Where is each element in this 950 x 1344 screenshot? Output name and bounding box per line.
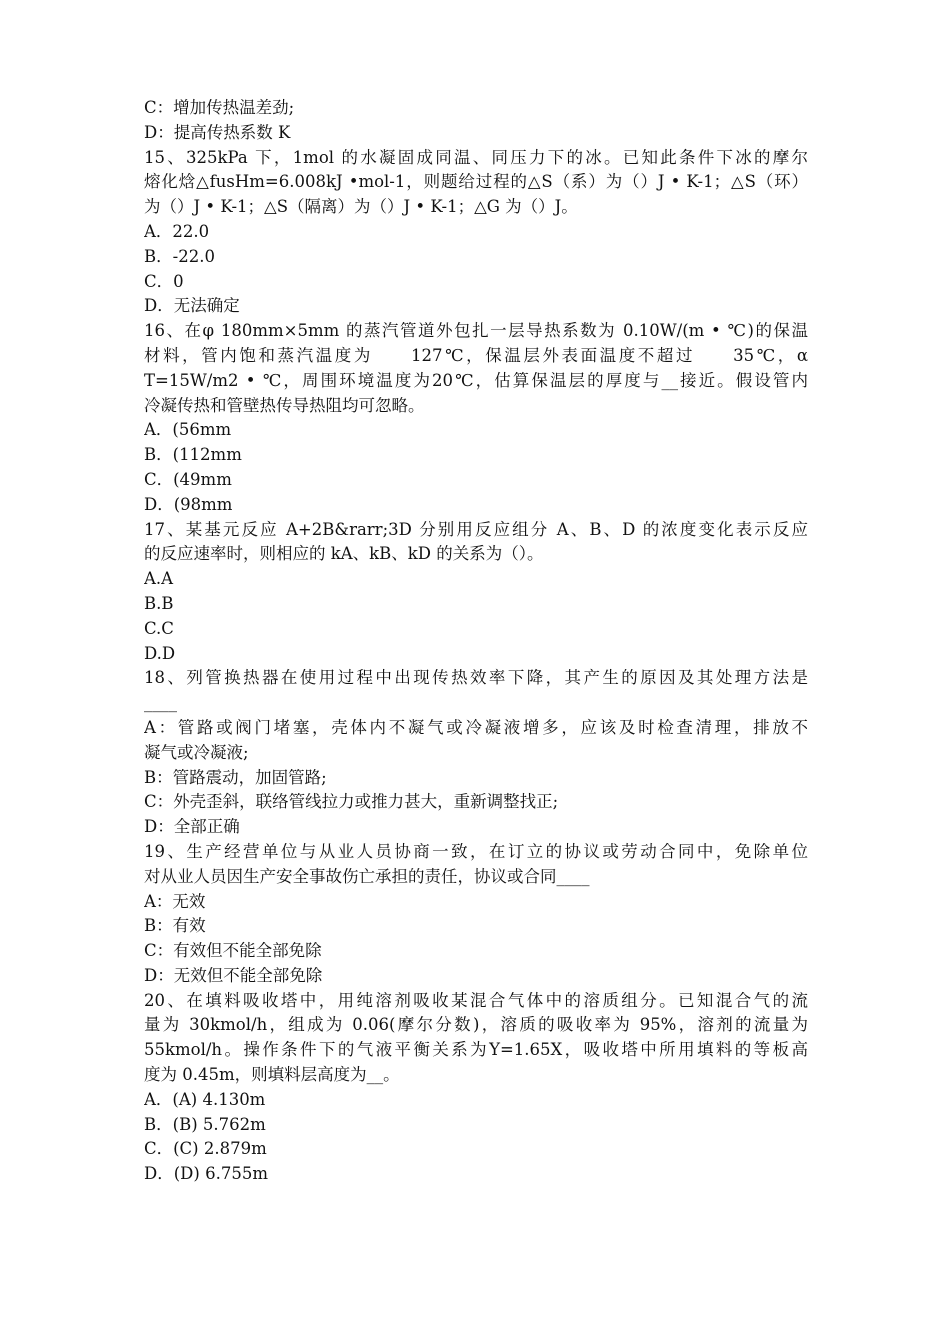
question-18-option-a-line-2: 凝气或冷凝液; — [144, 742, 249, 762]
question-20-option-a: A．(A) 4.130m — [144, 1089, 266, 1109]
question-18-stem-line-1: 18、列管换热器在使用过程中出现传热效率下降，其产生的原因及其处理方法是 — [144, 668, 808, 688]
question-17-stem-line-2: 的反应速率时，则相应的 kA、kB、kD 的关系为（）。 — [144, 544, 544, 564]
question-18-option-c: C：外壳歪斜，联络管线拉力或推力甚大，重新调整找正; — [144, 792, 559, 812]
question-20-option-d: D．(D) 6.755m — [144, 1164, 268, 1184]
question-19-option-b: B：有效 — [144, 916, 206, 936]
question-20-option-c: C．(C) 2.879m — [144, 1139, 267, 1159]
question-18 — [144, 666, 808, 840]
question-20-option-b: B．(B) 5.762m — [144, 1114, 266, 1134]
question-16-stem-line-1: 16、在φ 180mm×5mm 的蒸汽管道外包扎一层导热系数为 0.10W/(m • ℃)的保温 — [144, 321, 808, 341]
prev-option-d: D：提高传热系数 K — [144, 122, 291, 142]
question-19-stem-line-1: 19、生产经营单位与从业人员协商一致，在订立的协议或劳动合同中，免除单位 — [144, 841, 808, 861]
question-16-option-c: C．(49mm — [144, 469, 232, 489]
question-17-option-b: B.B — [144, 593, 174, 613]
question-17 — [144, 518, 808, 667]
question-17-option-d: D.D — [144, 643, 176, 663]
question-19-option-d: D：无效但不能全部免除 — [144, 965, 323, 985]
question-16-option-d: D．(98mm — [144, 494, 233, 514]
question-16-stem-line-2: 材料，管内饱和蒸汽温度为 127℃，保温层外表面温度不超过 35℃，α — [144, 345, 808, 365]
question-18-option-a-line-1: A：管路或阀门堵塞，壳体内不凝气或冷凝液增多，应该及时检查清理，排放不 — [144, 717, 808, 737]
question-20 — [144, 989, 808, 1187]
question-15-option-a: A．22.0 — [144, 221, 210, 241]
question-20-stem-line-3: 55kmol/h。操作条件下的气液平衡关系为Y=1.65X，吸收塔中所用填料的等板高 — [144, 1040, 808, 1060]
question-19 — [144, 840, 808, 989]
question-18-stem-line-2: ____ — [144, 693, 177, 713]
question-15-option-b: B．-22.0 — [144, 246, 215, 266]
question-16-option-a: A．(56mm — [144, 420, 232, 440]
question-17-option-a: A.A — [144, 569, 174, 589]
question-15-stem-line-3: 为（）J • K-1；△S（隔离）为（）J • K-1；△G 为（）J。 — [144, 197, 578, 217]
question-17-option-c: C.C — [144, 618, 174, 638]
question-15-stem-line-1: 15、325kPa 下，1mol 的水凝固成同温、同压力下的冰。已知此条件下冰的摩尔 — [144, 147, 808, 167]
prev-option-c: C：增加传热温差劲; — [144, 98, 295, 117]
question-19-option-c: C：有效但不能全部免除 — [144, 941, 322, 961]
question-16-option-b: B．(112mm — [144, 445, 242, 465]
question-15-option-d: D．无法确定 — [144, 296, 240, 316]
question-20-stem-line-4: 度为 0.45m，则填料层高度为__。 — [144, 1065, 400, 1085]
question-15-option-c: C．0 — [144, 271, 184, 291]
question-20-stem-line-2: 量为 30kmol/h，组成为 0.06(摩尔分数)，溶质的吸收率为 95%，溶剂的流量为 — [144, 1015, 808, 1035]
question-19-option-a: A：无效 — [144, 891, 206, 911]
question-16-stem-line-4: 冷凝传热和管壁热传导热阻均可忽略。 — [144, 395, 425, 415]
question-20-stem-line-1: 20、在填料吸收塔中，用纯溶剂吸收某混合气体中的溶质组分。已知混合气的流 — [144, 990, 808, 1010]
question-16-stem-line-3: T=15W/m2 • ℃，周围环境温度为20℃，估算保温层的厚度与__接近。假设管内 — [144, 370, 808, 390]
question-18-option-d: D：全部正确 — [144, 817, 240, 837]
question-15 — [144, 146, 808, 320]
question-17-stem-line-1: 17、某基元反应 A+2B&rarr;3D 分别用反应组分 A、B、D 的浓度变化表示反应 — [144, 519, 808, 539]
question-15-stem-line-2: 熔化焓△fusHm=6.008kJ •mol-1，则题给过程的△S（系）为（）J • K-1；△S（环） — [144, 172, 808, 192]
question-16 — [144, 319, 808, 517]
question-18-option-b: B：管路震动，加固管路; — [144, 767, 327, 787]
document-page — [144, 96, 808, 1187]
question-19-stem-line-2: 对从业人员因生产安全事故伤亡承担的责任，协议或合同____ — [144, 866, 590, 886]
